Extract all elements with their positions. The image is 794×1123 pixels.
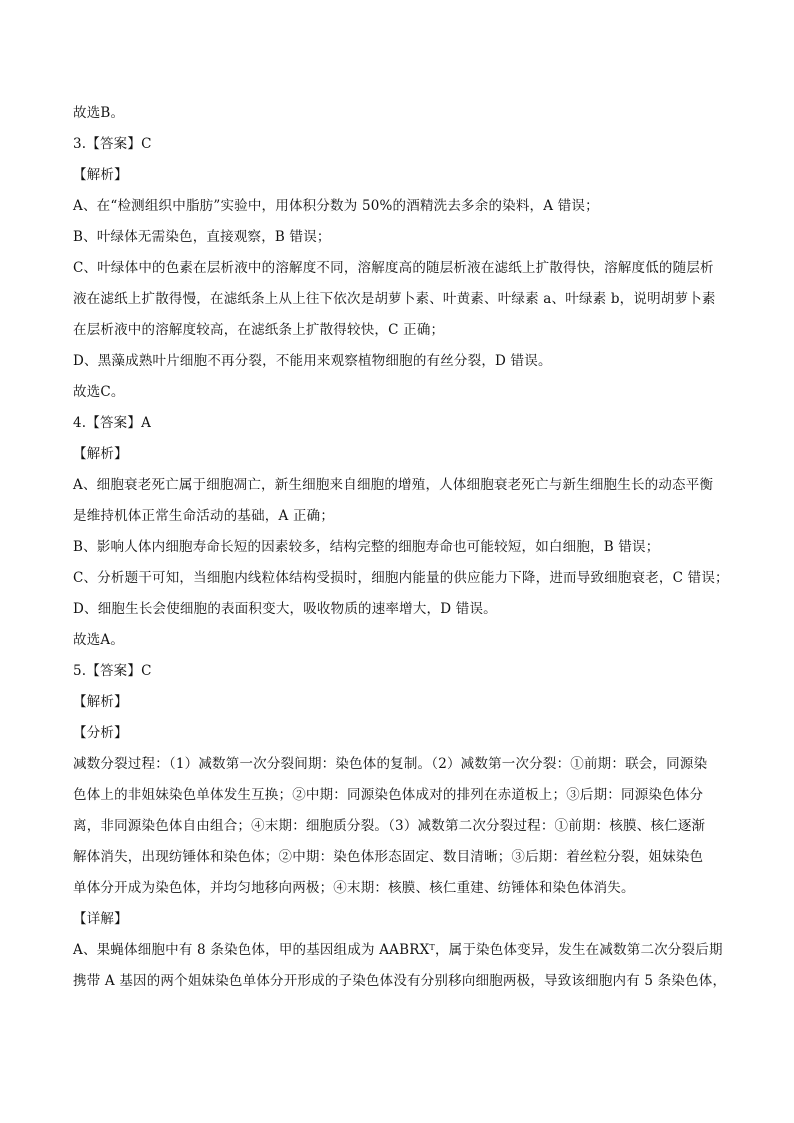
answer-heading-q5: 5.【答案】C: [73, 663, 152, 679]
detail-heading-q5: 【详解】: [73, 911, 128, 927]
analysis-text-line: 液在滤纸上扩散得慢，在滤纸条上从上往下依次是胡萝卜素、叶黄素、叶绿素 a、叶绿素 b，说明胡萝卜素: [73, 291, 716, 307]
genotype-superscript: T: [429, 943, 435, 952]
analysis-text-line: 是维持机体正常生命活动的基础，A 正确；: [73, 508, 335, 524]
meiosis-text-line: 解体消失，出现纺锤体和染色体；②中期：染色体形态固定、数目清晰；③后期：着丝粒分裂，姐妹染色: [73, 849, 704, 865]
meiosis-text-line: 色体上的非姐妹染色单体发生互换；②中期：同源染色体成对的排列在赤道板上；③后期：同源染色体分: [73, 787, 704, 803]
analysis-text-line: D、黑藻成熟叶片细胞不再分裂，不能用来观察植物细胞的有丝分裂，D 错误。: [73, 353, 552, 369]
genotype-text-before: A、果蝇体细胞中有 8 条染色体，甲的基因组成为 AABRX: [73, 942, 430, 958]
conclusion-line-q3: 故选C。: [73, 384, 125, 400]
answer-heading-q3: 3.【答案】C: [73, 136, 152, 152]
analysis-heading-q3: 【解析】: [73, 167, 128, 183]
analysis-text-line: A、在“检测组织中脂肪”实验中，用体积分数为 50%的酒精洗去多余的染料，A 错误；: [73, 198, 599, 214]
analysis-text-line: B、叶绿体无需染色，直接观察，B 错误；: [73, 229, 331, 245]
detail-text-line: [73, 935, 733, 966]
conclusion-line-q4: 故选A。: [73, 632, 125, 648]
conclusion-line-q2: 故选B。: [73, 105, 125, 121]
meiosis-text-line: 单体分开成为染色体，并均匀地移向两极；④末期：核膜、核仁重建、纺锤体和染色体消失。: [73, 880, 635, 896]
analysis-heading-q4: 【解析】: [73, 446, 128, 462]
detail-text-line: 携带 A 基因的两个姐妹染色单体分开形成的子染色体没有分别移向细胞两极，导致该细胞内有 5 条染色体，: [73, 973, 727, 989]
analysis-text-line: A、细胞衰老死亡属于细胞凋亡，新生细胞来自细胞的增殖，人体细胞衰老死亡与新生细胞生长的动态平衡: [73, 477, 714, 493]
genotype-text-after: ，属于染色体变异，发生在减数第二次分裂后期: [434, 942, 723, 958]
meiosis-text-line: 离，非同源染色体自由组合；④末期：细胞质分裂。（3）减数第二次分裂过程：①前期：核膜、核仁逐渐: [73, 818, 706, 834]
answer-heading-q4: 4.【答案】A: [73, 415, 152, 431]
subanalysis-heading-q5: 【分析】: [73, 725, 128, 741]
analysis-text-line: D、细胞生长会使细胞的表面积变大，吸收物质的速率增大，D 错误。: [73, 601, 497, 617]
analysis-heading-q5: 【解析】: [73, 694, 128, 710]
analysis-text-line: C、叶绿体中的色素在层析液中的溶解度不同，溶解度高的随层析液在滤纸上扩散得快，溶解度低的随层析: [73, 260, 714, 276]
analysis-text-line: C、分析题干可知，当细胞内线粒体结构受损时，细胞内能量的供应能力下降，进而导致细胞衰老，C 错误；: [73, 570, 729, 586]
meiosis-text-line: 减数分裂过程：（1）减数第一次分裂间期：染色体的复制。（2）减数第一次分裂：①前期：联会，同源染: [73, 756, 708, 772]
document-page: [73, 98, 733, 997]
analysis-text-line: 在层析液中的溶解度较高，在滤纸条上扩散得较快，C 正确；: [73, 322, 445, 338]
analysis-text-line: B、影响人体内细胞寿命长短的因素较多，结构完整的细胞寿命也可能较短，如白细胞，B 错误；: [73, 539, 660, 555]
